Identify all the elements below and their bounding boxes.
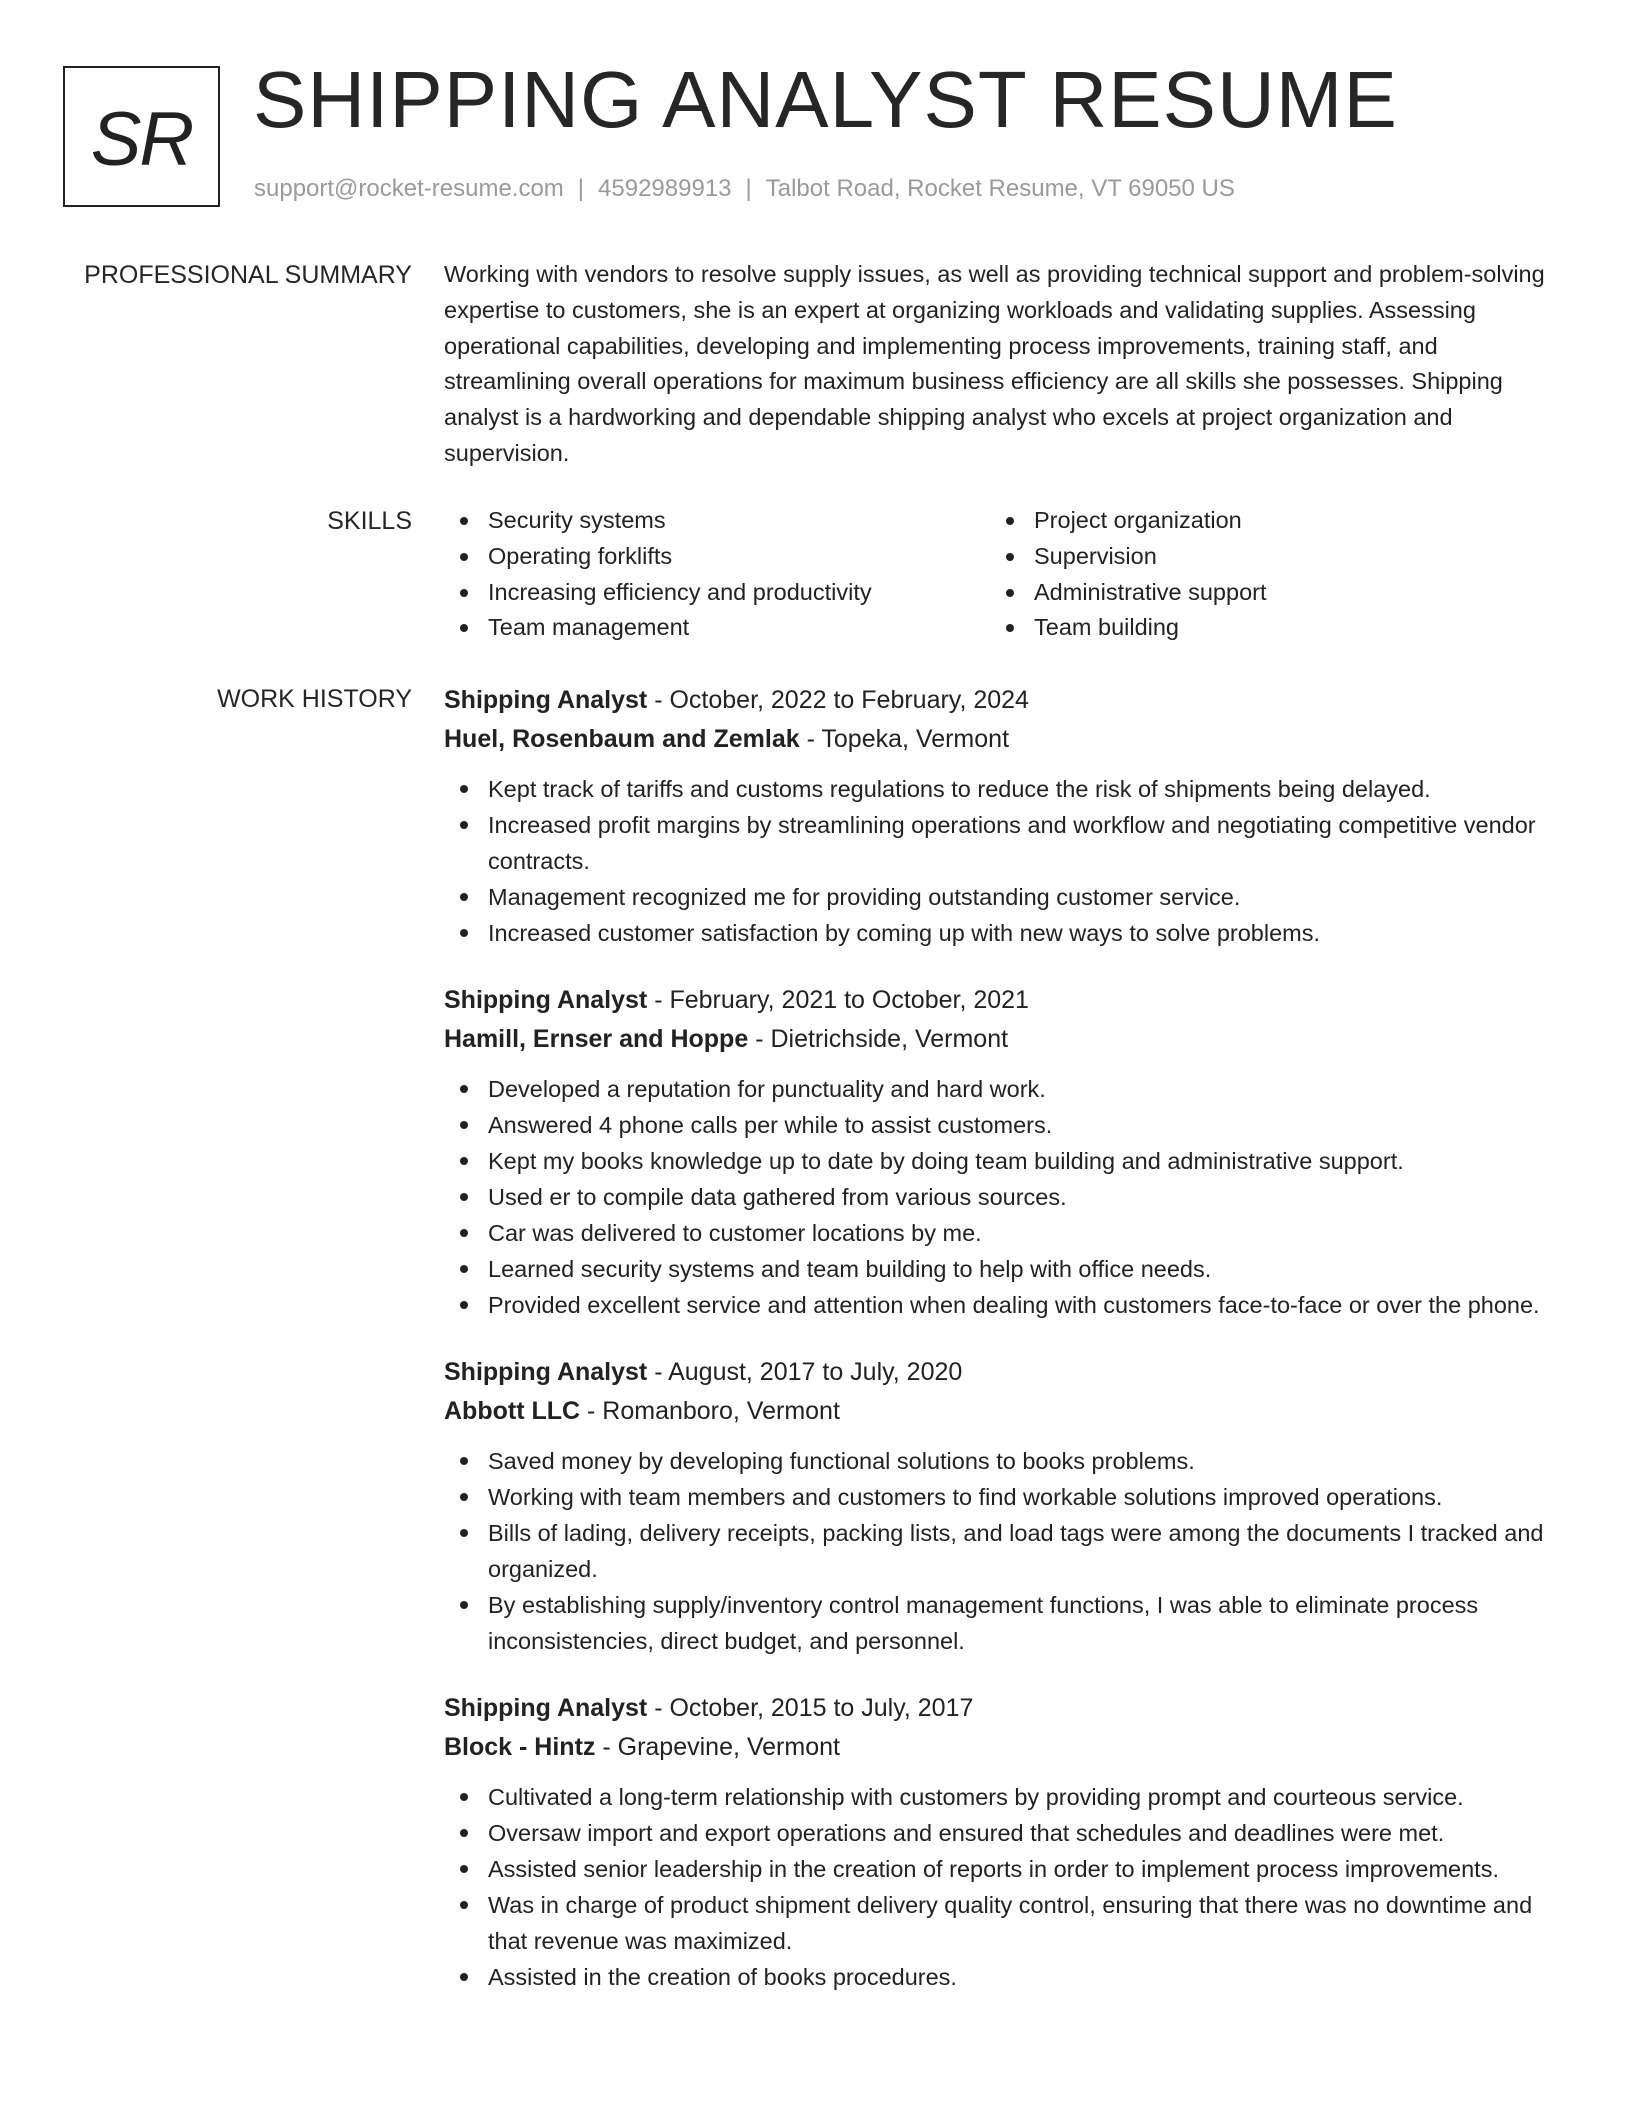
contact-separator: | [577,175,585,202]
job-entry [444,1353,1554,1659]
job-bullet: Cultivated a long-term relationship with customers by providing prompt and courteous service. [444,1779,1554,1815]
job-bullet: Assisted in the creation of books procedures. [444,1959,1554,1995]
job-bullet: Kept my books knowledge up to date by doing team building and administrative support. [444,1143,1554,1179]
job-title: Shipping Analyst [444,986,648,1014]
job-bullet: Working with team members and customers to find workable solutions improved operations. [444,1479,1554,1515]
job-bullets [444,771,1554,951]
skill-item: Team management [444,610,990,646]
job-company: Block - Hintz [444,1733,596,1761]
job-bullet: Increased customer satisfaction by coming up with new ways to solve problems. [444,915,1554,951]
work-history-list [444,681,1554,2025]
job-bullet: Bills of lading, delivery receipts, packing lists, and load tags were among the documents I tracked and organized. [444,1515,1554,1587]
job-dates: - August, 2017 to July, 2020 [647,1358,963,1386]
job-bullet: Answered 4 phone calls per while to assist customers. [444,1107,1554,1143]
monogram-initials: SR [90,97,193,182]
skills-heading: SKILLS [327,507,412,535]
skill-item: Administrative support [990,575,1267,611]
job-entry [444,1689,1554,1995]
job-bullet: Management recognized me for providing outstanding customer service. [444,879,1554,915]
job-title-line [444,681,1554,720]
work-history-heading: WORK HISTORY [217,685,412,713]
job-bullet: Saved money by developing functional solutions to books problems. [444,1443,1554,1479]
job-bullet: Increased profit margins by streamlining operations and workflow and negotiating competitive vendor contracts. [444,807,1554,879]
job-entry [444,981,1554,1323]
monogram-box [63,66,220,207]
skill-item: Security systems [444,503,990,539]
job-company-line [444,1020,1554,1059]
contact-separator: | [745,175,752,202]
job-bullet: Car was delivered to customer locations by me. [444,1215,1554,1251]
job-bullet: Was in charge of product shipment delivery quality control, ensuring that there was no downtime and that revenue was maximized. [444,1887,1554,1959]
job-title-line [444,981,1554,1020]
job-bullet: Learned security systems and team building to help with office needs. [444,1251,1554,1287]
contact-phone: 4592989913 [598,175,732,202]
job-company-line [444,1392,1554,1431]
contact-email: support@rocket-resume.com [254,175,564,202]
job-location: - Romanboro, Vermont [580,1397,840,1425]
job-company: Huel, Rosenbaum and Zemlak [444,725,800,753]
skills-column-1 [444,503,990,646]
summary-text: Working with vendors to resolve supply issues, as well as providing technical support and problem-solving expertise to customers, she is an expert at organizing workloads and validating supplies. Assessing operational capabilities, developing and implementing process improvements, training staff, and streamlining overall operations for maximum business efficiency are all skills she possesses. Shipping analyst is a hardworking and dependable shipping analyst who excels at project organization and supervision. [444,261,1545,466]
job-bullet: Used er to compile data gathered from various sources. [444,1179,1554,1215]
job-bullet: By establishing supply/inventory control management functions, I was able to eliminate process inconsistencies, direct budget, and personnel. [444,1587,1554,1659]
job-location: - Topeka, Vermont [799,725,1010,753]
skills-column-2 [990,503,1267,646]
skill-item: Project organization [990,503,1267,539]
job-dates: - October, 2022 to February, 2024 [647,686,1029,714]
summary-body [444,257,1554,472]
job-bullet: Assisted senior leadership in the creation of reports in order to implement process improvements. [444,1851,1554,1887]
skill-item: Supervision [990,539,1267,575]
job-dates: - October, 2015 to July, 2017 [647,1694,974,1722]
job-entry [444,681,1554,951]
job-company-line [444,1728,1554,1767]
job-bullet: Developed a reputation for punctuality and hard work. [444,1071,1554,1107]
job-bullets [444,1071,1554,1323]
job-title-line [444,1689,1554,1728]
job-title-line [444,1353,1554,1392]
job-company-line [444,720,1554,759]
skill-item: Team building [990,610,1267,646]
job-bullet: Kept track of tariffs and customs regulations to reduce the risk of shipments being delayed. [444,771,1554,807]
job-bullets [444,1779,1554,1995]
skills-list [444,503,1554,646]
resume-title: SHIPPING ANALYST RESUME [253,55,1398,144]
job-company: Hamill, Ernser and Hoppe [444,1025,749,1053]
skill-item: Increasing efficiency and productivity [444,575,990,611]
skill-item: Operating forklifts [444,539,990,575]
job-company: Abbott LLC [444,1397,581,1425]
contact-address: Talbot Road, Rocket Resume, VT 69050 US [765,175,1235,202]
job-bullet: Provided excellent service and attention when dealing with customers face-to-face or over the phone. [444,1287,1554,1323]
contact-line [254,175,1235,203]
job-bullet: Oversaw import and export operations and ensured that schedules and deadlines were met. [444,1815,1554,1851]
job-location: - Dietrichside, Vermont [748,1025,1009,1053]
job-location: - Grapevine, Vermont [595,1733,840,1761]
job-title: Shipping Analyst [444,1694,648,1722]
job-title: Shipping Analyst [444,686,648,714]
job-bullets [444,1443,1554,1659]
job-dates: - February, 2021 to October, 2021 [647,986,1029,1014]
job-title: Shipping Analyst [444,1358,648,1386]
summary-heading: PROFESSIONAL SUMMARY [84,261,412,289]
